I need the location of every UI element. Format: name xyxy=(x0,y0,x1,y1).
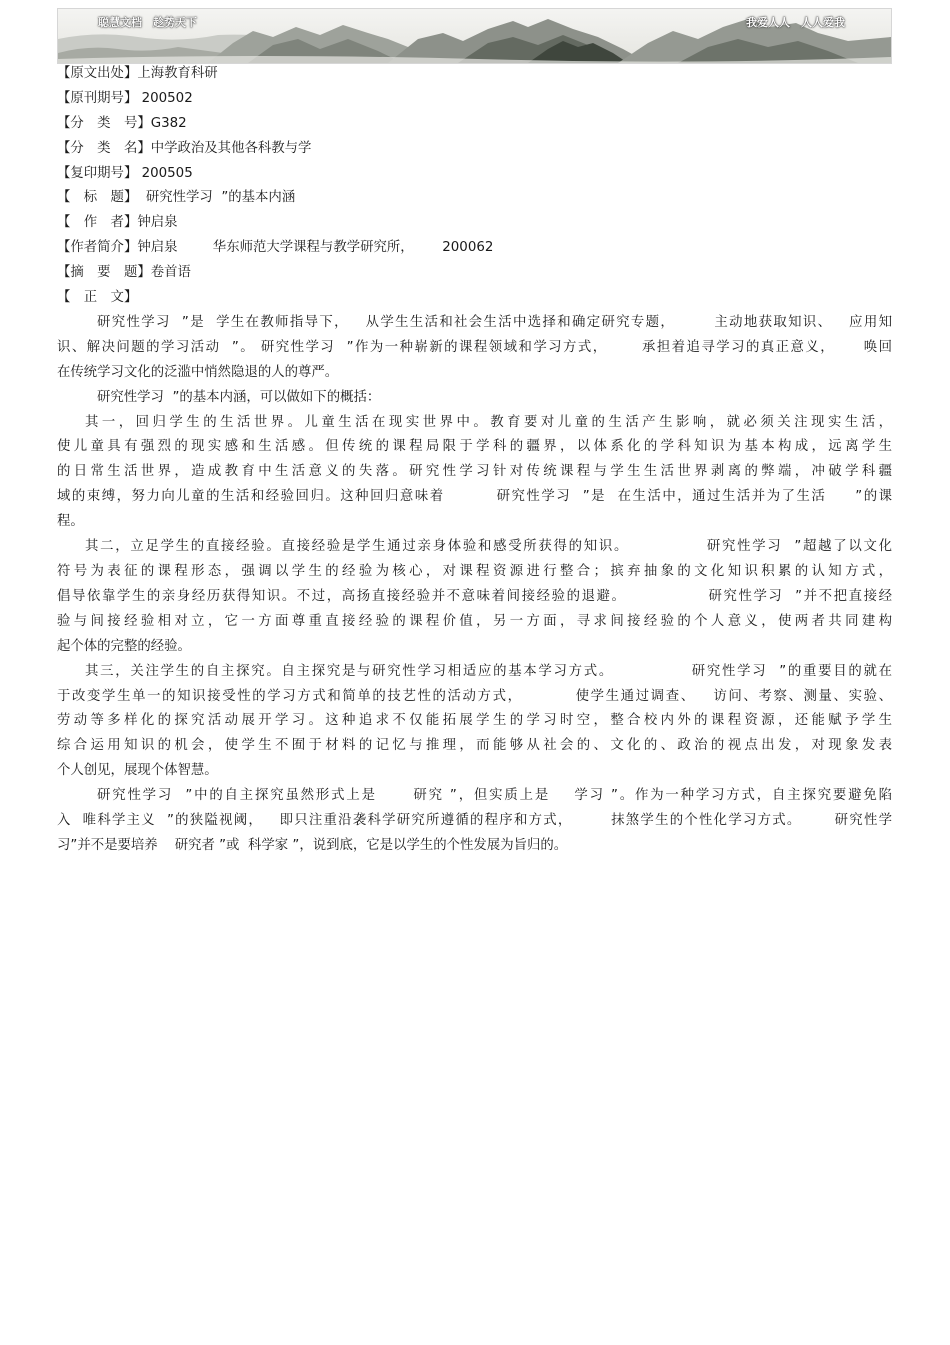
text-line: 倡导依靠学生的亲身经历获得知识。不过，高扬直接经验并不意味着间接经验的退避。 研究性学习 ”并不把直接经 xyxy=(57,588,892,604)
text-line: 使儿童具有强烈的现实感和生活感。但传统的课程局限于学科的疆界，以体系化的学科知识为基本构成，远离学生 xyxy=(57,439,892,455)
meta-value: 中学政治及其他各科教与学 xyxy=(150,140,312,156)
paragraph-summary-intro xyxy=(57,386,892,411)
meta-label: 【分 类 名】 xyxy=(57,140,151,156)
text-line: 于改变学生单一的知识接受性的学习方式和简单的技艺性的活动方式， 使学生通过调查、 访问、考察、测量、实验、 xyxy=(57,688,892,704)
meta-label: 【摘 要 题】 xyxy=(57,265,151,281)
meta-title xyxy=(57,186,892,211)
paragraph-point-three xyxy=(57,660,892,785)
meta-value: 200505 xyxy=(137,165,193,181)
meta-issue xyxy=(57,87,892,112)
meta-value: 上海教育科研 xyxy=(137,66,218,81)
paragraph-point-two xyxy=(57,535,892,660)
meta-label: 【原刊期号】 xyxy=(57,90,138,106)
meta-value: G382 xyxy=(150,115,187,131)
paragraph-point-one xyxy=(57,411,892,536)
text-line: 域的束缚，努力向儿童的生活和经验回归。这种回归意味着 研究性学习 ”是 在生活中，通过生活并为了生活 ”的课 xyxy=(57,489,892,505)
meta-value: 钟启泉 华东师范大学课程与教学研究所， 200062 xyxy=(137,240,494,256)
text-line: 研究性学习 ”是 学生在教师指导下， 从学生生活和社会生活中选择和确定研究专题， 主动地获取知识、 应用知 xyxy=(97,314,892,330)
text-line: 程。 xyxy=(57,514,84,530)
paragraph-definition xyxy=(57,311,892,386)
meta-value: 钟启泉 xyxy=(137,215,178,231)
text-line: 综合运用知识的机会，使学生不囿于材料的记忆与推理，而能够从社会的、文化的、政治的视点出发，对现象发表 xyxy=(57,738,892,754)
meta-value: 卷首语 xyxy=(150,265,191,281)
text-line: 其二，立足学生的直接经验。直接经验是学生通过亲身体验和感受所获得的知识。 研究性学习 ”超越了以文化 xyxy=(85,539,892,555)
header-banner xyxy=(57,8,892,64)
meta-label: 【 作 者】 xyxy=(57,215,138,231)
text-line: 其三，关注学生的自主探究。自主探究是与研究性学习相适应的基本学习方式。 研究性学习 ”的重要目的就在 xyxy=(85,663,892,679)
meta-label: 【复印期号】 xyxy=(57,165,138,181)
meta-author-intro xyxy=(57,236,892,261)
text-line: 入 唯科学主义 ”的狭隘视阈， 即只注重沿袭科学研究所遵循的程序和方式， 抹煞学生的个性化学习方式。 研究性学 xyxy=(57,813,892,829)
meta-value: 研究性学习 ”的基本内涵 xyxy=(137,190,296,206)
meta-source xyxy=(57,62,892,87)
text-line: 其一，回归学生的生活世界。儿童生活在现实世界中。教育要对儿童的生活产生影响，就必须关注现实生活， xyxy=(85,414,892,430)
meta-reprint-issue xyxy=(57,162,892,187)
text-line: 在传统学习文化的泛滥中悄然隐退的人的尊严。 xyxy=(57,364,339,380)
meta-body-label xyxy=(57,286,892,311)
text-line: 符号为表征的课程形态，强调以学生的经验为核心，对课程资源进行整合；摈弃抽象的文化知识积累的认知方式， xyxy=(57,563,892,579)
meta-value: 200502 xyxy=(137,90,193,106)
meta-abstract xyxy=(57,261,892,286)
paragraph-conclusion xyxy=(57,784,892,859)
meta-label: 【 标 题】 xyxy=(57,190,138,206)
text-line: 验与间接经验相对立，它一方面尊重直接经验的课程价值，另一方面，寻求间接经验的个人意义，使两者共同建构 xyxy=(57,613,892,629)
text-line: 习”并不是要培养 研究者 ”或 科学家 ”，说到底，它是以学生的个性发展为旨归的。 xyxy=(57,837,568,853)
text-line: 的日常生活世界，造成教育中生活意义的失落。研究性学习针对传统课程与学生生活世界剥离的弊端，冲破学科疆 xyxy=(57,464,892,480)
text-line: 起个体的完整的经验。 xyxy=(57,638,191,654)
meta-label: 【分 类 号】 xyxy=(57,115,151,131)
text-line: 劳动等多样化的探究活动展开学习。这种追求不仅能拓展学生的学习时空，整合校内外的课程资源，还能赋予学生 xyxy=(57,713,892,729)
meta-class-number xyxy=(57,112,892,137)
banner-right-text: 我爱人人 人人爱我 xyxy=(746,16,845,29)
document-body xyxy=(57,62,892,859)
text-line: 个人创见，展现个体智慧。 xyxy=(57,763,218,779)
banner-left-text: 聪慧文档 趁势天下 xyxy=(98,16,197,29)
meta-class-name xyxy=(57,137,892,162)
meta-author xyxy=(57,211,892,236)
meta-label: 【原文出处】 xyxy=(57,66,138,81)
meta-label: 【作者简介】 xyxy=(57,240,138,256)
meta-label: 【 正 文】 xyxy=(57,290,138,306)
text-line: 识、解决问题的学习活动 ”。 研究性学习 ”作为一种崭新的课程领域和学习方式， 承担着追寻学习的真正意义， 唤回 xyxy=(57,339,892,355)
text-line: 研究性学习 ”中的自主探究虽然形式上是 研究 ”，但实质上是 学习 ”。作为一种学习方式，自主探究要避免陷 xyxy=(97,788,892,804)
text-line: 研究性学习 ”的基本内涵，可以做如下的概括： xyxy=(97,389,381,405)
